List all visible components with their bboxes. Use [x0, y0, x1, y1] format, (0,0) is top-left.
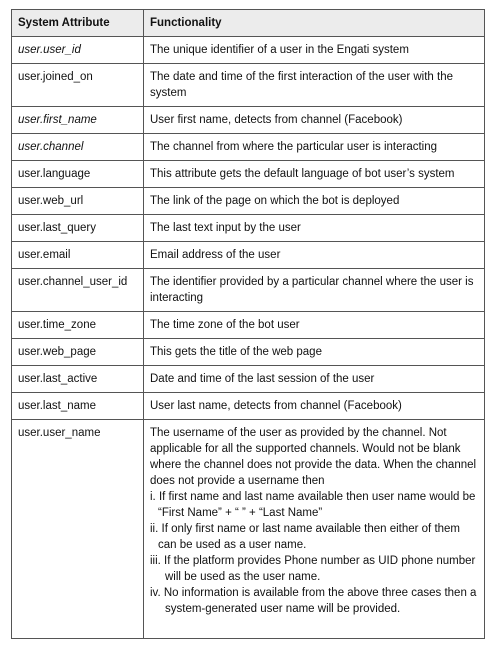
attribute-cell: user.web_page — [12, 339, 144, 366]
table-row — [12, 269, 485, 312]
functionality-cell: The identifier provided by a particular channel where the user is interacting — [144, 269, 485, 312]
table-row — [12, 188, 485, 215]
table-row — [12, 64, 485, 107]
table-row — [12, 312, 485, 339]
table-row — [12, 161, 485, 188]
list-item: i. If first name and last name available then user name would be “First Name” + “ ” + “Last Name” — [150, 491, 476, 519]
attribute-cell: user.email — [12, 242, 144, 269]
attribute-cell: user.first_name — [12, 107, 144, 134]
functionality-cell: This gets the title of the web page — [144, 339, 485, 366]
functionality-cell: Email address of the user — [144, 242, 485, 269]
table-row — [12, 393, 485, 420]
attribute-cell: user.language — [12, 161, 144, 188]
table-row — [12, 242, 485, 269]
document-page — [11, 9, 484, 639]
attribute-cell: user.time_zone — [12, 312, 144, 339]
functionality-cell: The last text input by the user — [144, 215, 485, 242]
table-row — [12, 134, 485, 161]
functionality-cell: The link of the page on which the bot is deployed — [144, 188, 485, 215]
table-row — [12, 37, 485, 64]
list-item: iii. If the platform provides Phone number as UID phone number will be used as the user name. — [150, 555, 476, 583]
table-row — [12, 215, 485, 242]
attribute-cell: user.joined_on — [12, 64, 144, 107]
header-functionality: Functionality — [144, 10, 485, 37]
table-row — [12, 366, 485, 393]
list-item: iv. No information is available from the above three cases then a system-generated user name will be provided. — [150, 587, 477, 615]
attribute-cell: user.channel_user_id — [12, 269, 144, 312]
functionality-cell: This attribute gets the default language of bot user’s system — [144, 161, 485, 188]
attribute-cell: user.user_id — [12, 37, 144, 64]
user-name-description: The username of the user as provided by the channel. Not applicable for all the supported channels. Would not be blank where the channel does not provide the data. When the channel does not provide a username then — [150, 427, 477, 487]
functionality-cell: Date and time of the last session of the user — [144, 366, 485, 393]
functionality-cell: The channel from where the particular user is interacting — [144, 134, 485, 161]
functionality-cell: User last name, detects from channel (Facebook) — [144, 393, 485, 420]
functionality-cell — [144, 420, 485, 639]
functionality-cell: The unique identifier of a user in the Engati system — [144, 37, 485, 64]
header-system-attribute: System Attribute — [12, 10, 144, 37]
table-header-row — [12, 10, 485, 37]
table-row — [12, 107, 485, 134]
functionality-cell: The date and time of the first interaction of the user with the system — [144, 64, 485, 107]
table-row — [12, 339, 485, 366]
table-row-user-name — [12, 420, 485, 639]
list-item: ii. If only first name or last name available then either of them can be used as a user name. — [150, 523, 461, 551]
attribute-cell: user.last_active — [12, 366, 144, 393]
attribute-cell: user.last_name — [12, 393, 144, 420]
attribute-cell: user.last_query — [12, 215, 144, 242]
user-name-rules-list — [150, 489, 478, 617]
functionality-cell: User first name, detects from channel (Facebook) — [144, 107, 485, 134]
functionality-cell: The time zone of the bot user — [144, 312, 485, 339]
attribute-cell: user.user_name — [12, 420, 144, 639]
attribute-cell: user.channel — [12, 134, 144, 161]
attribute-cell: user.web_url — [12, 188, 144, 215]
system-attributes-table — [11, 9, 485, 639]
